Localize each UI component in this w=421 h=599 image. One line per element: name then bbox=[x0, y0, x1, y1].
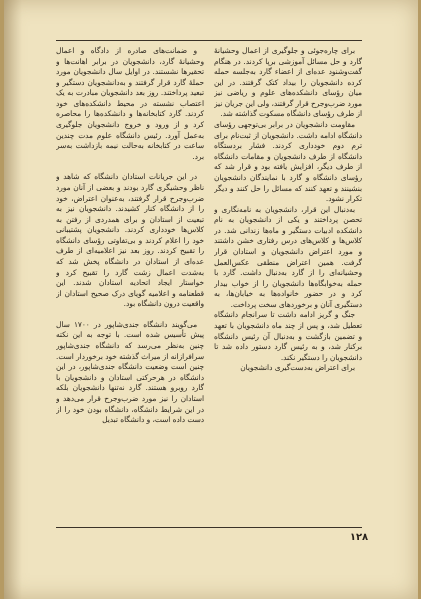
paragraph: می‌گویند دانشگاه جندی‌شاپور در ۱۷۰۰ سال پیش تأسیس شده است. با توجه به این نکته چنین به‌نظر می‌رسد که دانشگاه جندی‌شاپور سرافرازانه از میراث گذشته خود برخوردار است. چنین است وضعیت دانشگاه جندی‌شاپور، در این دانشگاه در هرحرکتی استادان و دانشجویان با گارد روبرو هستند. گارد نه‌تنها دانشجویان بلکه استادان را نیز مورد ضرب‌وجرح قرار می‌دهد و در این شرایط دانشگاه، دانشگاه بودن خود را از دست داده است، و دانشگاه تبدیل bbox=[56, 319, 204, 425]
right-text-column bbox=[214, 46, 362, 528]
paragraph: مقاومت دانشجویان در برابر بی‌توجهی رؤسای دانشگاه ادامه داشت. دانشجویان از ثبت‌نام برای ترم دوم خودداری کردند. فشار بردستگاه دانشگاه از طرف دانشجویان و مقامات دانشگاه از طرف دیگر، افزایش یافته بود و قرار شد که رؤسای دانشگاه و گارد با نمایندگان دانشجویان بنشینند و تعهد کنند که مسائل را حل کنند و دیگر تکرار نشود. bbox=[214, 120, 362, 204]
paragraph: برای چاره‌جوئی و جلوگیری از اعمال وحشیانهٔ گارد و حل مسائل آموزشی برپا کردند. در هنگام گفت‌وشنود عده‌ای از اعضاء گارد به‌جلسه حمله کرده دانشجویان را بیداد کتک گرفتند. در این میان رؤسای دانشکده‌های علوم و ریاضی نیز مورد ضرب‌وجرح قرار گرفتند، ولی این جریان نیز از طرف رؤسای دانشگاه مسکوت گذاشته شد. bbox=[214, 46, 362, 119]
magazine-page bbox=[4, 0, 418, 599]
top-rule bbox=[56, 40, 362, 41]
paragraph: جنگ و گریز ادامه داشت تا سرانجام دانشگاه تعطیل شد، و پس از چند ماه دانشجویان با تعهد و تضمین بازگشت و به‌دنبال آن رئیس دانشگاه برکنار شد، و به رئیس گارد دستور داده شد تا دانشجویان را دستگیر نکند. bbox=[214, 310, 362, 362]
paragraph: به‌دنبال این قرار، دانشجویان به نامه‌نگاری و تحصن پرداختند و یکی از دانشجویان به نام دانشکده ادبیات دستگیر و ماه‌ها زندانی شد. در کلاس‌ها و کلاس‌های درس رفتاری خشن داشتند و مورد اعتراض دانشجویان و استادان قرار گرفت. همین اعتراض منطقی عکس‌العمل وحشیانه‌ای را از گارد به‌دنبال داشت. گارد با حمله به‌خوابگاه‌ها دانشجویان را از خواب بیدار کرد و در حضور خانواده‌ها به خیابان‌ها، به دستگیری آنان و برخوردهای سخت پرداخت. bbox=[214, 204, 362, 309]
paragraph: و ضمانت‌های صادره از دادگاه و اعمال وحشیانهٔ گارد، دانشجویان در برابر اهانت‌ها و تحقیرها نشستند. در اوایل سال دانشجویان مورد حملهٔ گارد قرار گرفتند و به‌دانشجویان دستگیر و تبعید پرداختند. روز بعد دانشجویان مبادرت به یک اعتصاب نشسته در محیط دانشکده‌های خود کردند. گارد کتابخانه‌ها و دانشکده‌ها را محاصره کرد و از ورود و خروج دانشجویان جلوگیری به‌عمل آورد. رئیس دانشگاه علوم مدت چندین ساعت در کتابخانه به‌حالت نیمه بازداشت به‌سر برد. bbox=[56, 46, 204, 161]
paragraph: برای اعتراض به‌دست‌گیری دانشجویان bbox=[240, 363, 355, 373]
paragraph: در این جریانات استادان دانشگاه که شاهد و ناظر وحشیگری گارد بودند و بعضی از آنان مورد ضرب‌وجرح قرار گرفتند، به‌عنوان اعتراض، خود را از دانشگاه کنار کشیدند. دانشجویان نیز به تبعیت از استادان و برای همدردی از رفتن به کلاس‌ها خودداری کردند. دانشجویان پشتیبانی خود را اعلام کردند و بی‌تفاوتی رؤسای دانشگاه را تقبیح کردند. روز بعد نیز اعلامیه‌ای از طرف عده‌ای از استادان در دانشگاه پخش شد که به‌شدت اعمال زشت گارد را تقبیح کرد و خواستار ایجاد اتحادیه استادان شدند. این قطعنامه و اعلامیه گویای درک صحیح استادان از واقعیت درون دانشگاه بود. bbox=[56, 172, 204, 309]
page-number: ۱۲۸ bbox=[349, 532, 369, 543]
left-text-column bbox=[56, 46, 204, 524]
bottom-rule bbox=[56, 527, 362, 528]
